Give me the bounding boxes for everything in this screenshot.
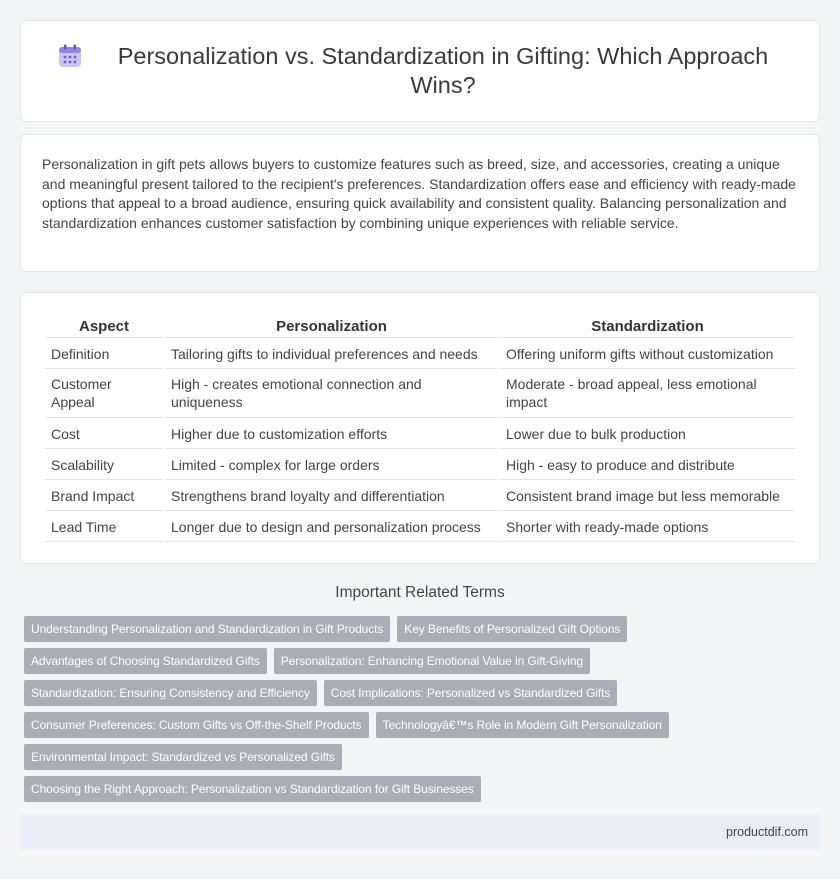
cell-standardization: High - easy to produce and distribute [500, 449, 795, 480]
footer [20, 815, 820, 849]
related-tag[interactable]: Advantages of Choosing Standardized Gifts [24, 648, 267, 674]
cell-aspect: Lead Time [45, 511, 163, 542]
cell-aspect: Cost [45, 418, 163, 449]
header-aspect: Aspect [45, 315, 163, 338]
cell-personalization: High - creates emotional connection and uniqueness [165, 369, 498, 418]
cell-standardization: Moderate - broad appeal, less emotional impact [500, 369, 795, 418]
comparison-table-card [20, 292, 820, 564]
related-terms-title: Important Related Terms [335, 584, 505, 601]
table-row [45, 338, 795, 369]
page-title: Personalization vs. Standardization in Gifting: Which Approach Wins? [117, 43, 769, 98]
related-tag[interactable]: Personalization: Enhancing Emotional Value in Gift-Giving [274, 648, 590, 674]
cell-aspect: Scalability [45, 449, 163, 480]
cell-personalization: Tailoring gifts to individual preferences and needs [165, 338, 498, 369]
cell-personalization: Strengthens brand loyalty and differentiation [165, 480, 498, 511]
table-row [45, 369, 795, 418]
table-header-row [45, 315, 795, 338]
footer-site[interactable]: productdif.com [726, 825, 808, 839]
related-tag[interactable]: Environmental Impact: Standardized vs Personalized Gifts [24, 744, 342, 770]
table-row [45, 480, 795, 511]
related-tag[interactable]: Choosing the Right Approach: Personalization vs Standardization for Gift Businesses [24, 776, 481, 802]
header-standardization: Standardization [500, 315, 795, 338]
calendar-icon [57, 43, 83, 69]
related-tag[interactable]: Standardization: Ensuring Consistency and Efficiency [24, 680, 317, 706]
comparison-table [43, 315, 797, 542]
related-tag[interactable]: Consumer Preferences: Custom Gifts vs Off-the-Shelf Products [24, 712, 369, 738]
intro-paragraph: Personalization in gift pets allows buyers to customize features such as breed, size, and accessories, creating a unique and meaningful present tailored to the recipient's preferences. Standardization offers ease and efficiency with ready-made options that appeal to a broad audience, ensuring quick availability and consistent quality. Balancing personalization and standardization enhances customer satisfaction by combining unique experiences with reliable service. [42, 156, 796, 231]
cell-personalization: Limited - complex for large orders [165, 449, 498, 480]
header-card [20, 20, 820, 122]
related-tag[interactable]: Cost Implications: Personalized vs Standardized Gifts [324, 680, 618, 706]
table-row [45, 511, 795, 542]
cell-standardization: Consistent brand image but less memorable [500, 480, 795, 511]
cell-aspect: Definition [45, 338, 163, 369]
related-tags [24, 616, 744, 808]
table-row [45, 449, 795, 480]
cell-standardization: Offering uniform gifts without customization [500, 338, 795, 369]
cell-standardization: Lower due to bulk production [500, 418, 795, 449]
header-personalization: Personalization [165, 315, 498, 338]
table-row [45, 418, 795, 449]
related-tag[interactable]: Key Benefits of Personalized Gift Options [397, 616, 627, 642]
related-tag[interactable]: Understanding Personalization and Standardization in Gift Products [24, 616, 390, 642]
cell-personalization: Higher due to customization efforts [165, 418, 498, 449]
cell-standardization: Shorter with ready-made options [500, 511, 795, 542]
related-tag[interactable]: Technologyâ€™s Role in Modern Gift Personalization [376, 712, 669, 738]
cell-personalization: Longer due to design and personalization process [165, 511, 498, 542]
intro-card [20, 134, 820, 272]
cell-aspect: Customer Appeal [45, 369, 163, 418]
cell-aspect: Brand Impact [45, 480, 163, 511]
